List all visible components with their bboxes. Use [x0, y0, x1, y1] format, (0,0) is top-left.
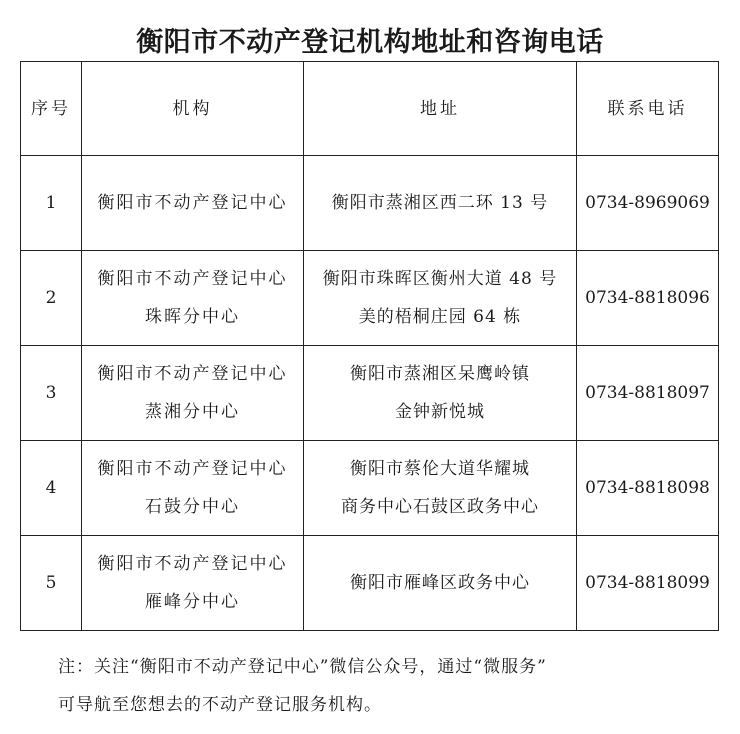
page-title: 衡阳市不动产登记机构地址和咨询电话	[136, 27, 604, 58]
address-line: 衡阳市蒸湘区呆鹰岭镇	[350, 364, 530, 384]
row-no: 3	[21, 346, 82, 441]
header-no: 序号	[21, 62, 82, 156]
table-row	[21, 156, 719, 251]
org-line: 衡阳市不动产登记中心	[97, 193, 288, 213]
address-line: 商务中心石鼓区政务中心	[341, 497, 539, 517]
row-phone: 0734-8969069	[577, 156, 719, 251]
row-phone: 0734-8818098	[577, 441, 719, 536]
footnote-line: 注：关注“衡阳市不动产登记中心”微信公众号，通过“微服务”	[58, 657, 547, 677]
row-phone: 0734-8818097	[577, 346, 719, 441]
row-no: 5	[21, 536, 82, 631]
row-address	[304, 441, 577, 536]
row-org	[82, 251, 304, 346]
address-line: 衡阳市珠晖区衡州大道 48 号	[322, 269, 558, 289]
row-no: 4	[21, 441, 82, 536]
row-phone: 0734-8818096	[577, 251, 719, 346]
address-line: 衡阳市蒸湘区西二环 13 号	[331, 193, 549, 213]
header-phone: 联系电话	[577, 62, 719, 156]
row-org	[82, 156, 304, 251]
header-address: 地址	[304, 62, 577, 156]
address-line: 衡阳市雁峰区政务中心	[350, 573, 530, 593]
org-line: 衡阳市不动产登记中心	[97, 269, 288, 289]
footnote	[58, 648, 708, 724]
row-no: 2	[21, 251, 82, 346]
footnote-line: 可导航至您想去的不动产登记服务机构。	[58, 695, 382, 715]
row-no: 1	[21, 156, 82, 251]
address-line: 衡阳市蔡伦大道华耀城	[350, 459, 530, 479]
row-org	[82, 346, 304, 441]
row-address	[304, 346, 577, 441]
table-row	[21, 251, 719, 346]
address-line: 金钟新悦城	[395, 402, 485, 422]
org-line: 衡阳市不动产登记中心	[97, 554, 288, 574]
row-address	[304, 156, 577, 251]
table-header-row	[21, 62, 719, 156]
table-row	[21, 346, 719, 441]
org-line: 珠晖分中心	[145, 307, 240, 327]
org-line: 石鼓分中心	[145, 497, 240, 517]
table-row	[21, 441, 719, 536]
org-line: 雁峰分中心	[145, 592, 240, 612]
row-address	[304, 251, 577, 346]
header-org: 机构	[82, 62, 304, 156]
row-org	[82, 536, 304, 631]
address-line: 美的梧桐庄园 64 栋	[358, 307, 522, 327]
table-row	[21, 536, 719, 631]
row-org	[82, 441, 304, 536]
registry-table	[20, 61, 719, 631]
row-address	[304, 536, 577, 631]
row-phone: 0734-8818099	[577, 536, 719, 631]
org-line: 衡阳市不动产登记中心	[97, 459, 288, 479]
org-line: 衡阳市不动产登记中心	[97, 364, 288, 384]
org-line: 蒸湘分中心	[145, 402, 240, 422]
